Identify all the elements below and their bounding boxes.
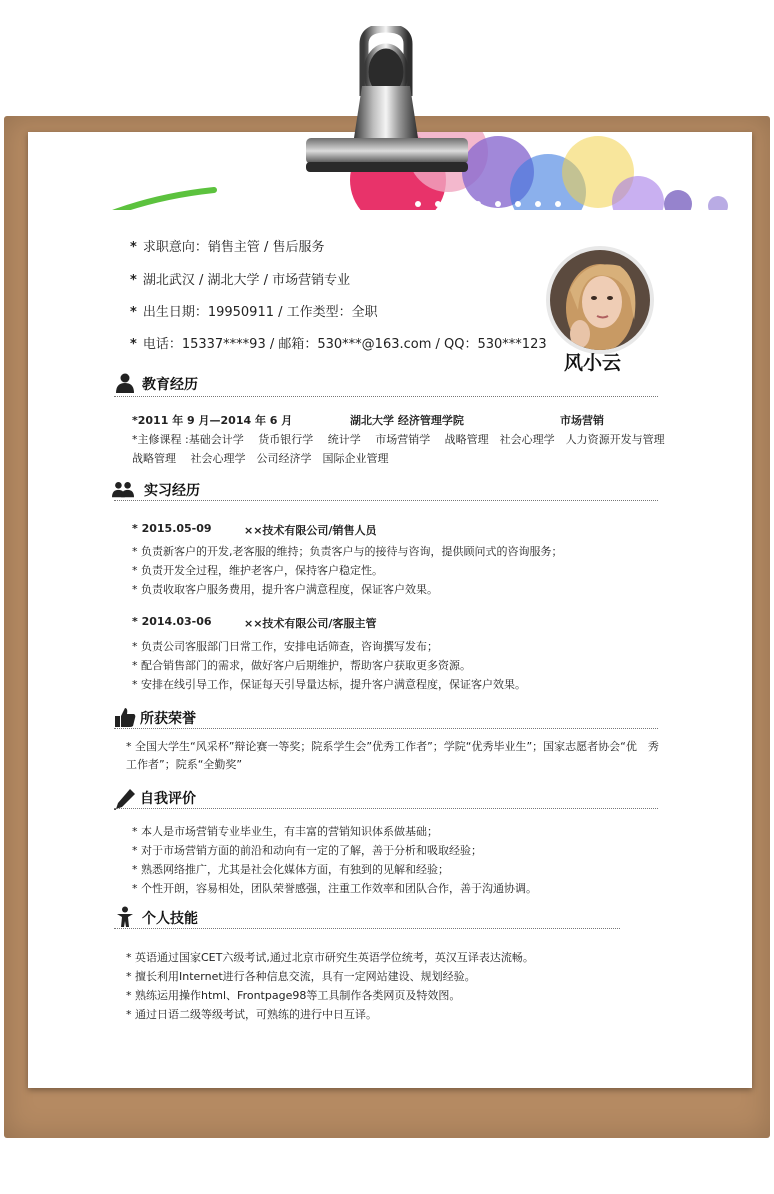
divider bbox=[114, 396, 658, 397]
divider bbox=[114, 808, 658, 809]
skill-item: * 熟练运用操作html、Frontpage98等工具制作各类网页及特效图。 bbox=[126, 989, 461, 1002]
honors-line-2: 工作者”；院系“全勤奖” bbox=[126, 758, 243, 771]
pen-icon bbox=[114, 788, 136, 810]
courses-line-1: *主修课程 :基础会计学 货币银行学 统计学 市场营销学 战略管理 社会心理学 人力资源开发与管理 bbox=[132, 433, 665, 446]
location-info: * 湖北武汉 / 湖北大学 / 市场营销专业 bbox=[130, 273, 351, 288]
education-title: 教育经历 bbox=[142, 377, 198, 393]
job-company: ××技术有限公司/销售人员 bbox=[244, 524, 377, 537]
divider bbox=[114, 500, 658, 501]
figure-icon bbox=[114, 906, 136, 928]
skill-item: * 英语通过国家CET六级考试,通过北京市研究生英语学位统考，英汉互译表达流畅。 bbox=[126, 951, 534, 964]
person-icon bbox=[114, 372, 136, 394]
job-duty: * 负责收取客户服务费用，提升客户满意程度，保证客户效果。 bbox=[132, 583, 438, 596]
job-duty: * 负责开发全过程，维护老客户，保持客户稳定性。 bbox=[132, 564, 383, 577]
education-school: 湖北大学 经济管理学院 bbox=[350, 414, 464, 427]
people-icon bbox=[112, 478, 134, 500]
honors-line-1: * 全国大学生“风采杯”辩论赛一等奖；院系学生会”优秀工作者”；学院“优秀毕业生”；国家志愿者协会“优 秀 bbox=[126, 740, 659, 753]
self-eval-item: * 个性开朗，容易相处，团队荣誉感强，注重工作效率和团队合作，善于沟通协调。 bbox=[132, 882, 537, 895]
contact-text: 电话：15337****93 / 邮箱：530***@163.com / QQ：530***123 bbox=[142, 337, 547, 352]
job-date: * 2014.03-06 bbox=[132, 615, 212, 628]
binder-clip bbox=[296, 26, 478, 176]
job-company: ××技术有限公司/客服主管 bbox=[244, 617, 377, 630]
job-duty: * 负责公司客服部门日常工作，安排电话筛查，咨询撰写发布； bbox=[132, 640, 438, 653]
birth-info: * 出生日期：19950911 / 工作类型：全职 bbox=[130, 305, 378, 320]
internship-title: 实习经历 bbox=[144, 483, 200, 499]
portrait-image bbox=[550, 250, 650, 350]
resume-paper bbox=[28, 132, 752, 1088]
skill-item: * 擅长利用Internet进行各种信息交流，具有一定网站建设、规划经验。 bbox=[126, 970, 476, 983]
job-intent-text: 求职意向：销售主管 / 售后服务 bbox=[142, 240, 325, 255]
person-name: 风小云 bbox=[564, 352, 622, 374]
skills-title: 个人技能 bbox=[142, 911, 198, 927]
divider bbox=[114, 728, 658, 729]
education-major: 市场营销 bbox=[560, 414, 604, 427]
job-duty: * 负责新客户的开发,老客服的维持；负责客户与的接待与咨询，提供顾问式的咨询服务； bbox=[132, 545, 563, 558]
job-duty: * 安排在线引导工作，保证每天引导量达标，提升客户满意程度，保证客户效果。 bbox=[132, 678, 526, 691]
divider bbox=[114, 928, 620, 929]
education-period: *2011 年 9 月—2014 年 6 月 bbox=[132, 414, 293, 427]
skill-item: * 通过日语二级等级考试，可熟练的进行中日互译。 bbox=[126, 1008, 377, 1021]
self-eval-item: * 本人是市场营销专业毕业生，有丰富的营销知识体系做基础； bbox=[132, 825, 438, 838]
self-eval-item: * 熟悉网络推广，尤其是社会化媒体方面，有独到的见解和经验； bbox=[132, 863, 449, 876]
honors-title: 所获荣誉 bbox=[140, 711, 196, 727]
job-date: * 2015.05-09 bbox=[132, 522, 212, 535]
contact-info: * 电话：15337****93 / 邮箱：530***@163.com / QQ：530***123 bbox=[130, 337, 547, 352]
job-duty: * 配合销售部门的需求，做好客户后期维护，帮助客户获取更多资源。 bbox=[132, 659, 471, 672]
self-eval-item: * 对于市场营销方面的前沿和动向有一定的了解，善于分析和吸取经验； bbox=[132, 844, 482, 857]
courses-line-2: 战略管理 社会心理学 公司经济学 国际企业管理 bbox=[132, 452, 389, 465]
birth-text: 出生日期：19950911 / 工作类型：全职 bbox=[142, 305, 378, 320]
avatar bbox=[546, 246, 654, 354]
job-intent: * 求职意向：销售主管 / 售后服务 bbox=[130, 240, 325, 255]
location-text: 湖北武汉 / 湖北大学 / 市场营销专业 bbox=[142, 273, 351, 288]
self-eval-title: 自我评价 bbox=[140, 791, 196, 807]
thumbs-up-icon bbox=[114, 706, 136, 728]
